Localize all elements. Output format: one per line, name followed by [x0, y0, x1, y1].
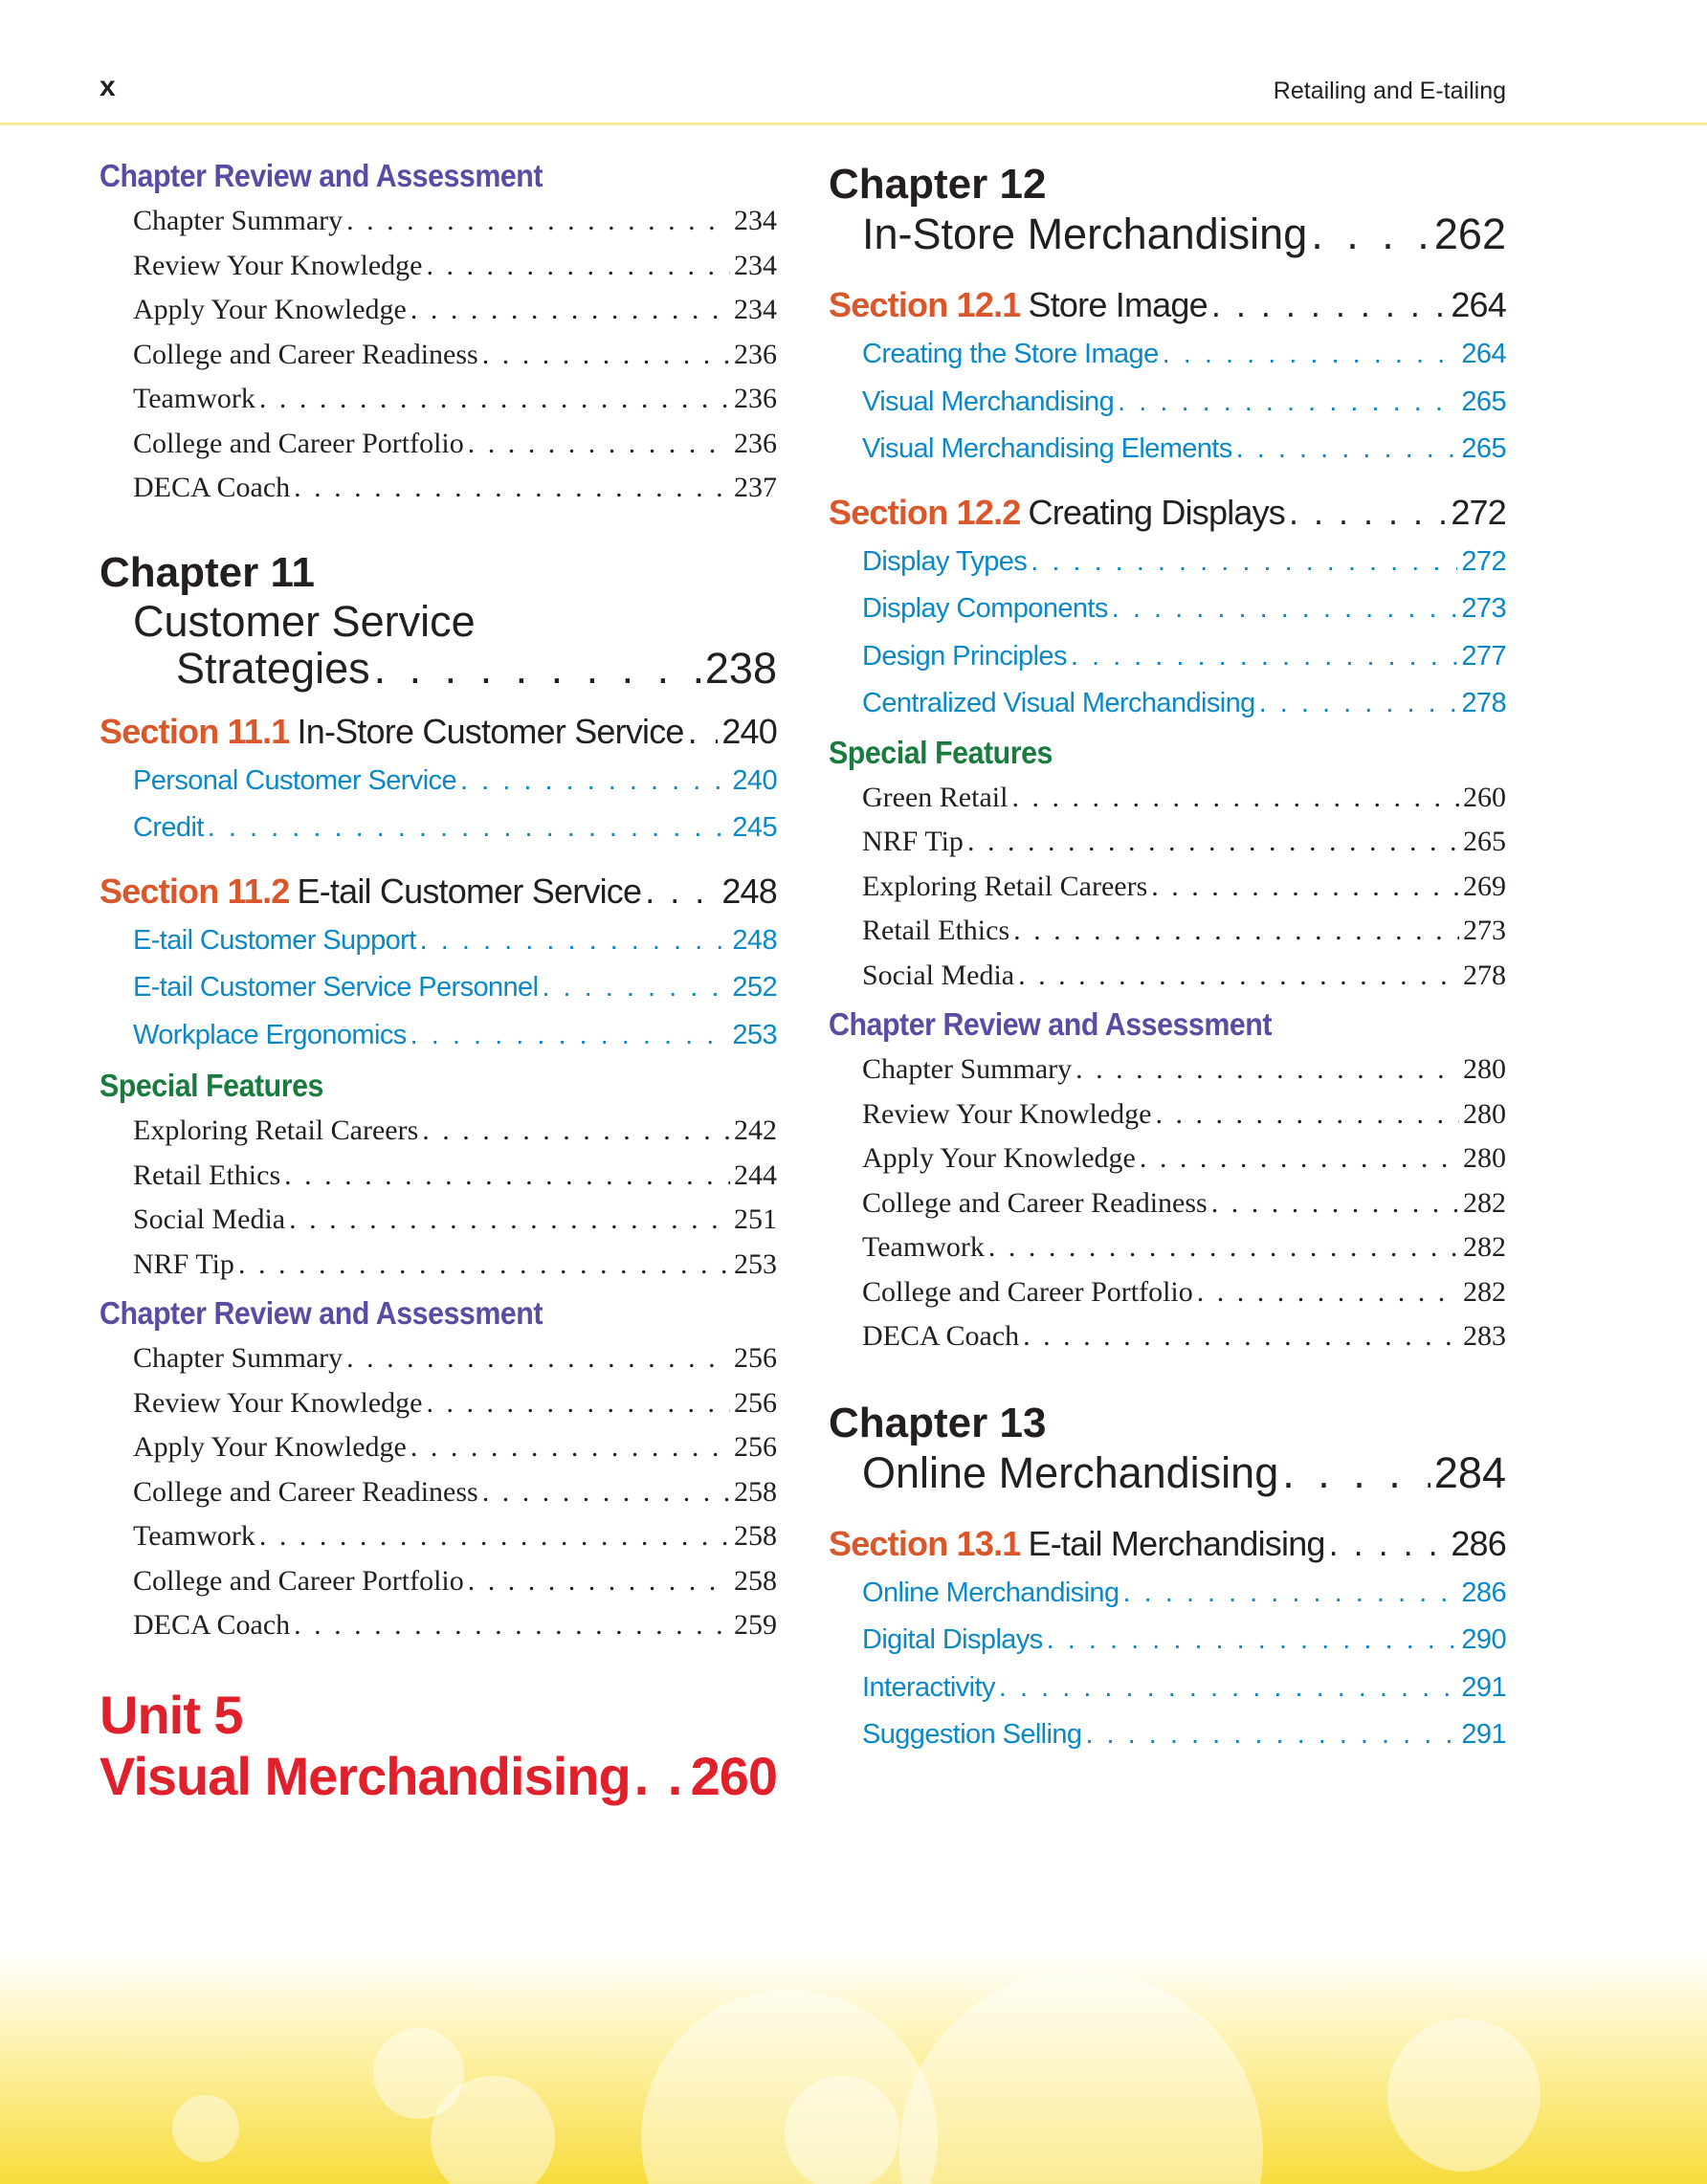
page-ref: 291: [1461, 1671, 1506, 1703]
leader-dots: [208, 805, 729, 852]
entry-title: Visual Merchandising: [862, 386, 1115, 417]
entry-title: Online Merchandising: [862, 1447, 1279, 1497]
toc-entry[interactable]: [100, 1603, 777, 1648]
leader-dots: [1085, 1711, 1457, 1759]
topic-link[interactable]: [100, 758, 777, 805]
leader-dots: [1211, 279, 1448, 331]
entry-title: E-tail Customer Service: [297, 871, 642, 911]
entry-title: Retail Ethics: [862, 915, 1010, 946]
toc-entry[interactable]: [100, 422, 777, 467]
toc-entry[interactable]: [100, 244, 777, 289]
leader-dots: [410, 1425, 730, 1470]
leader-dots: [289, 1198, 730, 1243]
entry-title: Green Retail: [862, 781, 1009, 813]
section-number: Section 12.1: [829, 285, 1021, 324]
toc-entry[interactable]: [829, 1048, 1506, 1092]
topic-link[interactable]: [829, 1570, 1506, 1618]
entry-title: Design Principles: [862, 640, 1067, 672]
chapter-title-entry[interactable]: [829, 1449, 1506, 1497]
leader-dots: [1071, 633, 1458, 681]
entry-title: E-tail Merchandising: [1028, 1523, 1325, 1563]
page-ref: 272: [1461, 545, 1506, 577]
page-ref: 291: [1461, 1719, 1506, 1750]
toc-entry[interactable]: [100, 1514, 777, 1559]
entry-title: College and Career Portfolio: [862, 1275, 1193, 1308]
topic-link[interactable]: [829, 539, 1506, 586]
leader-dots: [1151, 865, 1459, 910]
entry-title: Teamwork: [133, 383, 255, 414]
page-ref: 290: [1461, 1624, 1506, 1655]
entry-title: Social Media: [862, 959, 1015, 991]
entry-title: Visual Merchandising: [100, 1745, 631, 1806]
entry-title: Display Types: [862, 545, 1028, 577]
toc-entry[interactable]: [100, 377, 777, 422]
section-entry[interactable]: [100, 866, 777, 917]
entry-title: College and Career Portfolio: [133, 1564, 464, 1597]
entry-title: Review Your Knowledge: [133, 1386, 423, 1419]
review-heading: Chapter Review and Assessment: [100, 1295, 543, 1331]
toc-entry[interactable]: [829, 1314, 1506, 1359]
leader-dots: [1031, 539, 1457, 586]
chapter-label: Chapter 11: [100, 548, 315, 596]
topic-link[interactable]: [829, 1711, 1506, 1759]
page-ref: 265: [1463, 826, 1506, 857]
page-ref: 245: [732, 812, 777, 843]
leader-dots: [1282, 1449, 1430, 1497]
page-ref: 253: [734, 1247, 777, 1280]
entry-title: Creating Displays: [1028, 492, 1286, 532]
leader-dots: [1140, 1136, 1459, 1181]
bubble-decoration: [172, 2095, 239, 2162]
leader-dots: [1123, 1570, 1458, 1618]
page-ref: 265: [1461, 386, 1506, 417]
leader-dots: [482, 333, 730, 378]
leader-dots: [1013, 909, 1459, 954]
entry-title: Visual Merchandising Elements: [862, 433, 1232, 464]
entry-title: NRF Tip: [862, 826, 964, 857]
review-heading: Chapter Review and Assessment: [829, 1006, 1273, 1042]
leader-dots: [1047, 1617, 1458, 1665]
topic-link[interactable]: [100, 964, 777, 1012]
unit-title-entry[interactable]: [100, 1746, 777, 1807]
toc-entry[interactable]: [829, 776, 1506, 821]
chapter-label: Chapter 12: [829, 161, 1047, 208]
toc-entry[interactable]: [829, 1092, 1506, 1137]
topic-link[interactable]: [829, 331, 1506, 379]
leader-dots: [426, 1381, 730, 1426]
footer-decoration: [0, 1952, 1707, 2184]
page-ref: 248: [732, 924, 777, 956]
leader-dots: [1018, 954, 1459, 999]
page-ref: 258: [734, 1520, 777, 1552]
leader-dots: [1211, 1181, 1459, 1226]
page-ref: 251: [734, 1203, 777, 1235]
page-ref: 260: [690, 1745, 777, 1806]
toc-left-column: [100, 153, 777, 1807]
entry-title: Teamwork: [133, 1520, 255, 1552]
leader-dots: [1011, 776, 1459, 821]
entry-title: DECA Coach: [133, 1609, 291, 1641]
topic-link[interactable]: [829, 379, 1506, 427]
section-entry[interactable]: [829, 487, 1506, 539]
chapter-title-entry[interactable]: [829, 210, 1506, 258]
page-number: x: [100, 71, 116, 102]
page-ref: 244: [734, 1158, 777, 1191]
entry-title: Interactivity: [862, 1671, 995, 1703]
leader-dots: [259, 377, 730, 422]
leader-dots: [238, 1243, 730, 1288]
bubble-decoration: [785, 2076, 899, 2184]
page-ref: 234: [734, 294, 777, 325]
entry-title: DECA Coach: [133, 472, 291, 503]
entry-title: Chapter Summary: [133, 205, 344, 236]
leader-dots: [967, 820, 1459, 865]
leader-dots: [1155, 1092, 1459, 1137]
entry-title: In-Store Merchandising: [862, 210, 1308, 258]
entry-title: Chapter Summary: [862, 1053, 1073, 1085]
entry-title: Workplace Ergonomics: [133, 1019, 407, 1050]
toc-right-column: [829, 153, 1506, 1759]
header-rule: [0, 122, 1707, 125]
page-ref: 282: [1463, 1231, 1506, 1263]
leader-dots: [294, 1603, 730, 1648]
toc-entry[interactable]: [100, 1243, 777, 1288]
page-ref: 265: [1461, 433, 1506, 464]
toc-entry[interactable]: [100, 288, 777, 333]
entry-title: NRF Tip: [133, 1247, 234, 1280]
toc-entry[interactable]: [829, 865, 1506, 910]
toc-entry[interactable]: [829, 954, 1506, 999]
page-ref: 273: [1463, 915, 1506, 946]
page-ref: 277: [1461, 640, 1506, 672]
entry-title: College and Career Readiness: [133, 1475, 478, 1508]
page-ref: 283: [1463, 1320, 1506, 1352]
page-ref: 248: [721, 871, 777, 911]
entry-title: Exploring Retail Careers: [862, 870, 1148, 902]
leader-dots: [634, 1746, 687, 1807]
topic-link[interactable]: [829, 1665, 1506, 1712]
section-number: Section 11.1: [100, 711, 290, 751]
toc-entry[interactable]: [100, 1425, 777, 1470]
page-ref: 237: [734, 472, 777, 503]
chapter-label: Chapter 13: [829, 1399, 1047, 1446]
leader-dots: [1259, 680, 1458, 728]
entry-title: Strategies: [176, 643, 370, 693]
entry-title: Retail Ethics: [133, 1158, 281, 1191]
section-number: Section 11.2: [100, 871, 290, 911]
page-ref: 280: [1463, 1142, 1506, 1174]
page-ref: 278: [1463, 959, 1506, 991]
toc-entry[interactable]: [829, 1136, 1506, 1181]
page-ref: 282: [1463, 1275, 1506, 1308]
entry-title: Digital Displays: [862, 1624, 1043, 1655]
chapter-title-entry[interactable]: [100, 645, 777, 693]
toc-entry[interactable]: [100, 1381, 777, 1426]
page-ref: 282: [1463, 1186, 1506, 1219]
entry-title: Apply Your Knowledge: [862, 1142, 1136, 1174]
toc-entry[interactable]: [829, 1270, 1506, 1315]
page-ref: 260: [1463, 781, 1506, 813]
entry-title: Credit: [133, 812, 204, 843]
leader-dots: [422, 1109, 730, 1154]
entry-title: Apply Your Knowledge: [133, 1431, 407, 1463]
leader-dots: [688, 706, 719, 758]
page-ref: 258: [734, 1564, 777, 1597]
section-entry[interactable]: [100, 706, 777, 758]
leader-dots: [1023, 1314, 1459, 1359]
toc-entry[interactable]: [829, 820, 1506, 865]
entry-title: Chapter Summary: [133, 1342, 344, 1374]
page-ref: 272: [1451, 492, 1506, 532]
leader-dots: [284, 1154, 730, 1199]
page-ref: 236: [734, 338, 777, 370]
bubble-decoration: [431, 2076, 555, 2184]
section-number: Section 13.1: [829, 1523, 1021, 1563]
leader-dots: [1329, 1518, 1448, 1570]
page-ref: 242: [734, 1114, 777, 1146]
leader-dots: [468, 422, 730, 467]
section-entry[interactable]: [829, 279, 1506, 331]
section-entry[interactable]: [829, 1518, 1506, 1570]
page-ref: 264: [1451, 285, 1506, 324]
leader-dots: [346, 1336, 730, 1381]
page-ref: 256: [734, 1431, 777, 1463]
toc-entry[interactable]: [829, 1225, 1506, 1270]
entry-title: College and Career Readiness: [862, 1186, 1208, 1219]
page-ref: 258: [734, 1475, 777, 1508]
leader-dots: [999, 1665, 1458, 1712]
page-ref: 280: [1463, 1053, 1506, 1085]
entry-title: Apply Your Knowledge: [133, 294, 407, 325]
review-list: [100, 199, 777, 511]
page-ref: 240: [721, 711, 777, 751]
leader-dots: [294, 466, 730, 511]
toc-entry[interactable]: [100, 1470, 777, 1515]
leader-dots: [988, 1225, 1459, 1270]
topic-link[interactable]: [829, 585, 1506, 633]
leader-dots: [1197, 1270, 1459, 1315]
leader-dots: [410, 1012, 729, 1060]
toc-entry[interactable]: [100, 1109, 777, 1154]
entry-title: DECA Coach: [862, 1320, 1020, 1352]
page-ref: 273: [1461, 593, 1506, 624]
toc-entry[interactable]: [100, 1336, 777, 1381]
bubble-decoration: [1387, 2019, 1541, 2172]
leader-dots: [1163, 331, 1458, 379]
topic-link[interactable]: [100, 1012, 777, 1060]
running-head: Retailing and E-tailing: [1273, 77, 1506, 104]
page-ref: 234: [734, 249, 777, 281]
leader-dots: [645, 866, 718, 917]
entry-title: College and Career Readiness: [133, 338, 478, 370]
leader-dots: [1236, 426, 1458, 474]
toc-entry[interactable]: [100, 1559, 777, 1604]
toc-entry[interactable]: [100, 1154, 777, 1199]
entry-title: Display Components: [862, 593, 1108, 624]
entry-title: College and Career Portfolio: [133, 427, 464, 459]
topic-link[interactable]: [829, 426, 1506, 474]
leader-dots: [259, 1514, 730, 1559]
leader-dots: [482, 1470, 730, 1515]
entry-title: E-tail Customer Service Personnel: [133, 972, 539, 1003]
topic-link[interactable]: [829, 633, 1506, 681]
leader-dots: [1075, 1048, 1459, 1092]
special-features-heading: Special Features: [829, 734, 1053, 770]
special-features-heading: Special Features: [100, 1068, 323, 1103]
section-number: Section 12.2: [829, 492, 1021, 532]
leader-dots: [460, 758, 728, 805]
page-ref: 286: [1461, 1577, 1506, 1608]
leader-dots: [346, 199, 730, 244]
page-ref: 262: [1433, 210, 1506, 258]
page-ref: 252: [732, 972, 777, 1003]
topic-link[interactable]: [100, 917, 777, 965]
page-ref: 256: [734, 1342, 777, 1374]
page-ref: 280: [1463, 1097, 1506, 1130]
page-ref: 253: [732, 1019, 777, 1050]
page-ref: 236: [734, 427, 777, 459]
page-ref: 240: [732, 764, 777, 796]
page-ref: 278: [1461, 688, 1506, 718]
leader-dots: [410, 288, 730, 333]
leader-dots: [542, 964, 728, 1012]
page-ref: 256: [734, 1386, 777, 1419]
entry-title: Exploring Retail Careers: [133, 1114, 419, 1146]
chapter-title-line1: Customer Service: [133, 596, 476, 646]
toc-entry[interactable]: [100, 466, 777, 511]
leader-dots: [1118, 379, 1457, 427]
topic-link[interactable]: [829, 1617, 1506, 1665]
page-ref: 234: [734, 205, 777, 236]
toc-entry[interactable]: [100, 1198, 777, 1243]
leader-dots: [420, 917, 729, 965]
entry-title: Online Merchandising: [862, 1577, 1120, 1608]
leader-dots: [468, 1559, 730, 1604]
leader-dots: [1112, 585, 1458, 633]
toc-entry[interactable]: [829, 909, 1506, 954]
entry-title: Teamwork: [862, 1231, 985, 1263]
entry-title: Store Image: [1028, 285, 1208, 324]
page-ref: 264: [1461, 339, 1506, 369]
entry-title: Personal Customer Service: [133, 764, 456, 796]
leader-dots: [1289, 487, 1447, 539]
page-ref: 238: [704, 643, 777, 693]
entry-title: E-tail Customer Support: [133, 924, 416, 956]
page-ref: 286: [1451, 1523, 1506, 1563]
entry-title: Suggestion Selling: [862, 1719, 1082, 1750]
leader-dots: [374, 645, 701, 693]
entry-title: Review Your Knowledge: [862, 1097, 1152, 1130]
entry-title: Centralized Visual Merchandising: [862, 688, 1255, 718]
toc-entry[interactable]: [100, 333, 777, 378]
entry-title: In-Store Customer Service: [297, 711, 684, 751]
toc-entry[interactable]: [100, 199, 777, 244]
topic-link[interactable]: [829, 680, 1506, 728]
unit-label: Unit 5: [100, 1684, 243, 1745]
page-ref: 269: [1463, 870, 1506, 902]
leader-dots: [426, 244, 730, 289]
bubble-decoration: [899, 1971, 1263, 2184]
page-ref: 284: [1433, 1447, 1506, 1497]
page-ref: 236: [734, 383, 777, 414]
entry-title: Social Media: [133, 1203, 286, 1235]
toc-entry[interactable]: [829, 1181, 1506, 1226]
topic-link[interactable]: [100, 805, 777, 852]
page-ref: 259: [734, 1609, 777, 1641]
leader-dots: [1311, 210, 1430, 258]
entry-title: Review Your Knowledge: [133, 249, 423, 281]
review-heading: Chapter Review and Assessment: [100, 158, 543, 193]
entry-title: Creating the Store Image: [862, 339, 1159, 369]
